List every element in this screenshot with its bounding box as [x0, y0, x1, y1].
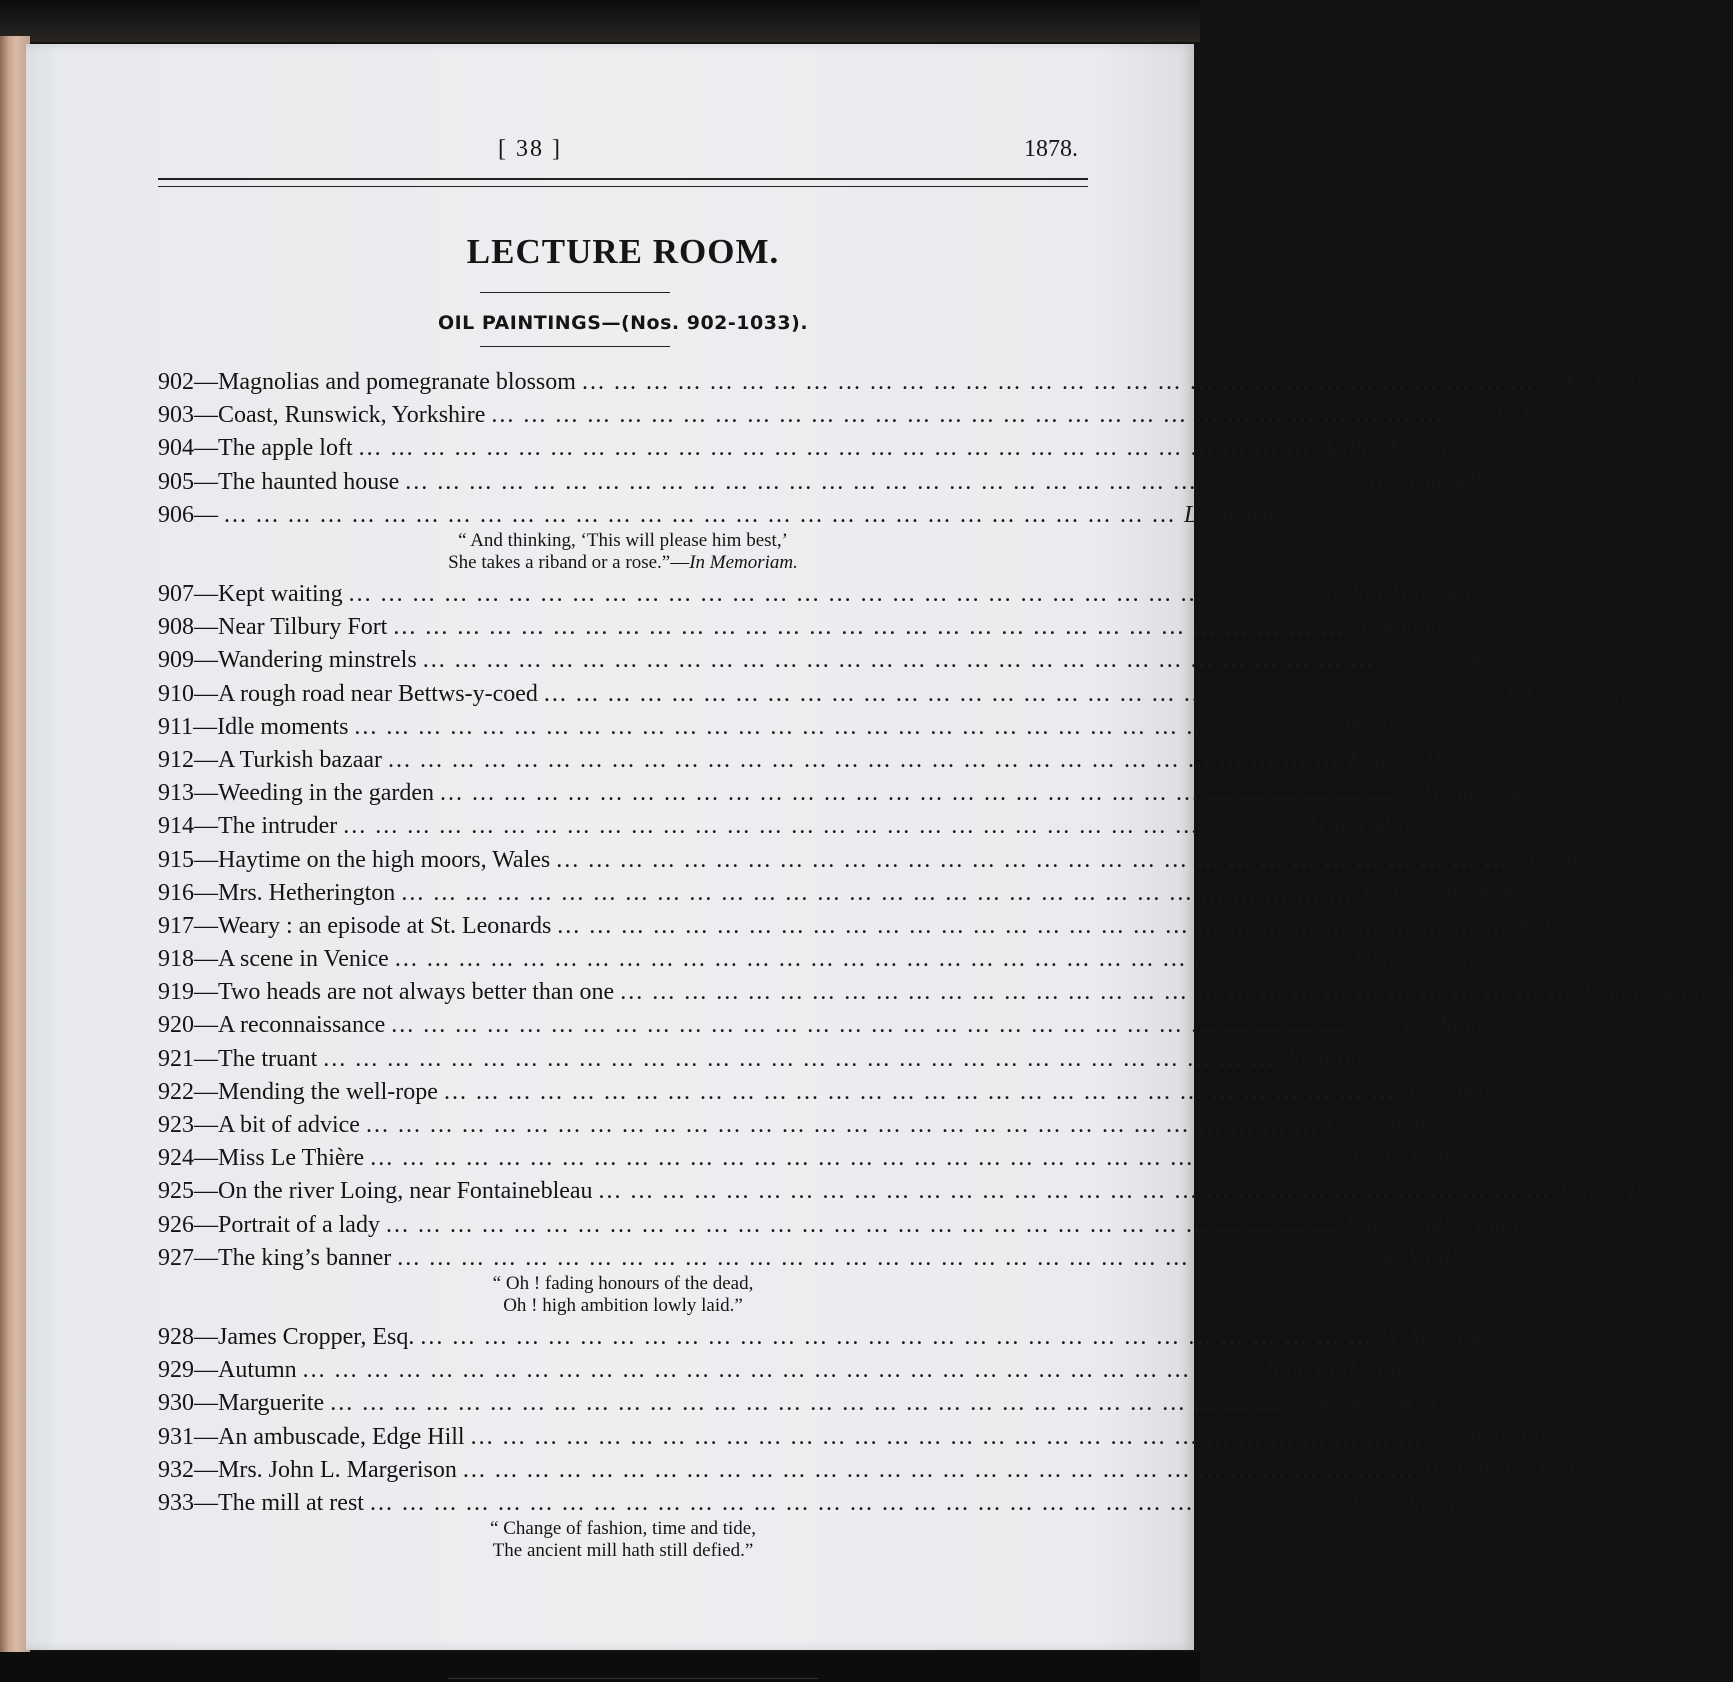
artist-name: Jos. Clark [1382, 647, 1482, 674]
entry-title: Idle moments [217, 713, 349, 740]
list-item [158, 1076, 1509, 1109]
entry-number: 910— [158, 680, 218, 707]
leader-dots: ... ... ... ... ... ... ... ... ... ... ... ... ... ... ... ... ... ... ... ... ... ... ... ... ... ... ... ... ... ... [543, 680, 1496, 707]
list-item [158, 399, 1612, 432]
entry-number: 909— [158, 647, 218, 674]
entry-title: The apple loft [218, 435, 353, 462]
title-rule [480, 292, 670, 293]
entry-artist [1372, 1324, 1539, 1351]
artist-name: John Burr [1283, 1045, 1382, 1072]
entry-title: Wandering minstrels [218, 647, 417, 674]
leader-dots: ... ... ... ... ... ... ... ... ... ... ... ... ... ... ... ... ... ... ... ... ... ... ... ... ... ... ... ... ... ... [385, 1211, 1338, 1238]
quote-source: In Memoriam. [689, 551, 798, 573]
list-item [158, 611, 1443, 644]
leader-dots: ... ... ... ... ... ... ... ... ... ... ... ... ... ... ... ... ... ... ... ... ... ... ... ... ... ... ... ... ... ... [440, 780, 1392, 807]
list-item [158, 1487, 1467, 1520]
artist-name: Geo. F. Munn [1351, 1012, 1483, 1039]
artist-name: D. Bates [1516, 846, 1599, 873]
artist-name: Julia B. Folkard [1330, 1145, 1488, 1172]
artist-name: J. C. Waite [1403, 1078, 1509, 1105]
list-item [158, 877, 1522, 910]
running-header [158, 120, 1088, 170]
entry-title: The intruder [218, 813, 338, 840]
leader-dots: ... ... ... ... ... ... ... ... ... ... ... ... ... ... ... ... ... ... ... ... ... ... ... ... ... ... ... ... ... ... [348, 581, 1301, 608]
list-item [158, 1321, 1540, 1354]
artist-name: Seymour Lucas [1430, 1423, 1578, 1450]
entry-title: The truant [218, 1045, 318, 1072]
list-item [158, 644, 1482, 677]
leader-dots: ... ... ... ... ... ... ... ... ... ... ... ... ... ... ... ... ... ... ... ... ... ... ... ... ... ... ... ... ... ... [405, 468, 1358, 495]
page-number: [ 38 ] [498, 136, 562, 162]
quote-line: “ Oh ! fading honours of the dead, [492, 1272, 754, 1294]
entry-number: 925— [158, 1178, 218, 1205]
list-item [158, 910, 1640, 943]
entry-number: 932— [158, 1456, 218, 1483]
entry-number: 907— [158, 581, 218, 608]
list-item [158, 1175, 1694, 1208]
entry-number: 933— [158, 1489, 218, 1516]
artist-name: A. Elmore, [1290, 1390, 1393, 1417]
entry-title: Weary : an episode at St. Leonards [218, 912, 552, 939]
entry-number: 903— [158, 402, 218, 429]
quotation [158, 1273, 1088, 1317]
artist-name: Jas. B. Birkmyer [1451, 402, 1612, 429]
entry-artist [1392, 780, 1528, 807]
list-item [158, 499, 1283, 532]
artist-name: L. Mearns [1184, 501, 1283, 528]
list-item [158, 1354, 1417, 1387]
entry-title: Mending the well-rope [218, 1078, 438, 1105]
entry-number: 902— [158, 369, 218, 396]
entry-title: Mrs. Hetherington [218, 879, 396, 906]
catalogue-list [158, 366, 1733, 1566]
entry-title: Autumn [218, 1357, 297, 1384]
leader-dots: ... ... ... ... ... ... ... ... ... ... ... ... ... ... ... ... ... ... ... ... ... ... ... ... ... ... ... ... ... ... [388, 746, 1340, 773]
entry-number: 904— [158, 435, 218, 462]
entry-artist [1176, 502, 1283, 529]
artist-name: John Fulleylove [1262, 1357, 1417, 1384]
entry-number: 924— [158, 1145, 218, 1172]
leader-dots: ... ... ... ... ... ... ... ... ... ... ... ... ... ... ... ... ... ... ... ... ... ... ... ... ... ... ... ... ... ... [330, 1390, 1283, 1417]
quotation [158, 1518, 1088, 1562]
entry-number: 912— [158, 746, 218, 773]
entry-artist [1508, 847, 1599, 874]
leader-dots: ... ... ... ... ... ... ... ... ... ... ... ... ... ... ... ... ... ... ... ... ... ... ... ... ... ... ... ... ... ... [491, 402, 1444, 429]
entry-title: On the river Loing, near Fontainebleau [218, 1178, 593, 1205]
entry-title: James Cropper, Esq. [218, 1323, 415, 1350]
entry-title: A bit of advice [218, 1112, 360, 1139]
entry-title: Miss Le Thière [218, 1145, 365, 1172]
entry-number: 928— [158, 1323, 218, 1350]
list-item [158, 1009, 1483, 1042]
entry-number: 921— [158, 1045, 218, 1072]
entry-artist [1572, 979, 1733, 1006]
entry-artist [1353, 880, 1521, 907]
entry-number: 918— [158, 946, 218, 973]
entry-number: 916— [158, 879, 218, 906]
scan-top-edge [0, 0, 1200, 42]
list-item [158, 1142, 1488, 1175]
list-item [158, 1043, 1382, 1076]
entry-artist [1255, 1357, 1417, 1384]
leader-dots: ... ... ... ... ... ... ... ... ... ... ... ... ... ... ... ... ... ... ... ... ... ... ... ... ... ... ... ... ... ... [620, 979, 1573, 1006]
list-item [158, 1387, 1444, 1420]
artist-name: S. E. Waller [1357, 1244, 1472, 1271]
leader-dots: ... ... ... ... ... ... ... ... ... ... ... ... ... ... ... ... ... ... ... ... ... ... ... ... ... ... ... ... ... ... [370, 1145, 1323, 1172]
artist-name: N. Chevalier [1517, 912, 1640, 939]
leader-dots: ... ... ... ... ... ... ... ... ... ... ... ... ... ... ... ... ... ... ... ... ... ... ... ... ... ... ... ... ... ... [323, 1045, 1276, 1072]
quotation [158, 530, 1088, 574]
entry-title: Haytime on the high moors, Wales [218, 846, 551, 873]
entry-number: 908— [158, 614, 218, 641]
entry-number: 915— [158, 846, 218, 873]
entry-title: The haunted house [218, 468, 400, 495]
artist-name: W. W. Ouless, [1380, 1323, 1512, 1350]
entry-number: 922— [158, 1078, 218, 1105]
artist-name: Geo. Smith [1325, 1112, 1433, 1139]
leader-dots: ... ... ... ... ... ... ... ... ... ... ... ... ... ... ... ... ... ... ... ... ... ... ... ... ... ... ... ... ... ... [598, 1178, 1551, 1205]
leader-dots: ... ... ... ... ... ... ... ... ... ... ... ... ... ... ... ... ... ... ... ... ... ... ... ... ... ... ... ... ... ... [401, 879, 1354, 906]
list-item [158, 711, 1405, 744]
list-item [158, 976, 1733, 1009]
entry-artist [1345, 614, 1442, 641]
entry-artist [1443, 402, 1611, 429]
artist-name: A. Ragon [1353, 614, 1443, 641]
page-title: LECTURE ROOM. [466, 232, 780, 271]
year-label: 1878. [1024, 136, 1078, 162]
leader-dots: ... ... ... ... ... ... ... ... ... ... ... ... ... ... ... ... ... ... ... ... ... ... ... ... ... ... ... ... ... ... [302, 1357, 1255, 1384]
leader-dots: ... ... ... ... ... ... ... ... ... ... ... ... ... ... ... ... ... ... ... ... ... ... ... ... ... ... ... ... ... ... [343, 813, 1296, 840]
entry-title: A scene in Venice [218, 946, 389, 973]
leader-dots: ... ... ... ... ... ... ... ... ... ... ... ... ... ... ... ... ... ... ... ... ... ... ... ... ... ... ... ... ... ... [462, 1456, 1415, 1483]
entry-title: Marguerite [218, 1390, 325, 1417]
subtitle-rule [480, 346, 670, 347]
entry-artist [1551, 1178, 1694, 1205]
quote-line: Oh ! high ambition lowly laid.” [503, 1294, 743, 1316]
entry-number: 906— [158, 501, 218, 528]
entry-artist [1322, 1490, 1467, 1517]
entry-artist [1423, 1424, 1578, 1451]
entry-number: 914— [158, 813, 218, 840]
list-item [158, 432, 1469, 465]
entry-artist [1396, 1079, 1508, 1106]
entry-number: 930— [158, 1390, 218, 1417]
leader-dots: ... ... ... ... ... ... ... ... ... ... ... ... ... ... ... ... ... ... ... ... ... ... ... ... ... ... ... ... ... ... [557, 912, 1510, 939]
entry-artist [1349, 1245, 1471, 1272]
entry-artist [1338, 1212, 1519, 1239]
leader-dots: ... ... ... ... ... ... ... ... ... ... ... ... ... ... ... ... ... ... ... ... ... ... ... ... ... ... ... ... ... ... [224, 501, 1176, 528]
entry-title: Magnolias and pomegranate blossom [218, 369, 576, 396]
entry-artist [1275, 1046, 1381, 1073]
entry-number: 905— [158, 468, 218, 495]
entry-number: 923— [158, 1112, 218, 1139]
entry-title: A Turkish bazaar [218, 746, 382, 773]
entry-artist [1375, 647, 1482, 674]
entry-artist [1347, 946, 1484, 973]
list-item [158, 744, 1474, 777]
list-item [158, 1109, 1433, 1142]
entry-artist [1509, 913, 1640, 940]
entry-title: A reconnaissance [218, 1012, 386, 1039]
entry-title: The king’s banner [218, 1244, 392, 1271]
entry-artist [1415, 1457, 1584, 1484]
page-content [158, 120, 1733, 1561]
artist-name: H. T. Wells, [1422, 1456, 1533, 1483]
list-item [158, 1209, 1519, 1242]
entry-title: Near Tilbury Fort [218, 614, 388, 641]
entry-title: Two heads are not always better than one [218, 979, 615, 1006]
entry-number: 927— [158, 1244, 218, 1271]
leader-dots: ... ... ... ... ... ... ... ... ... ... ... ... ... ... ... ... ... ... ... ... ... ... ... ... ... ... ... ... ... ... [443, 1078, 1396, 1105]
entry-title: A rough road near Bettws-y-coed [218, 680, 538, 707]
artist-name: J. C. Salmon [1503, 680, 1627, 707]
list-item [158, 1242, 1472, 1275]
list-item [158, 1454, 1585, 1487]
artist-name: Tristram Ellis [1365, 468, 1498, 495]
entry-title: Kept waiting [218, 581, 343, 608]
entry-number: 913— [158, 780, 218, 807]
artist-name: Arthur Hopkins [1318, 435, 1469, 462]
list-item [158, 777, 1528, 810]
header-rule [158, 178, 1088, 187]
list-item [158, 678, 1627, 711]
list-item [158, 943, 1484, 976]
leader-dots: ... ... ... ... ... ... ... ... ... ... ... ... ... ... ... ... ... ... ... ... ... ... ... ... ... ... ... ... ... ... [391, 1012, 1344, 1039]
entry-number: 931— [158, 1423, 218, 1450]
footer-rule [448, 1678, 818, 1679]
list-item [158, 466, 1498, 499]
entry-artist [1301, 581, 1477, 608]
entry-title: Mrs. John L. Margerison [218, 1456, 457, 1483]
entry-title: The mill at rest [218, 1489, 364, 1516]
quote-line: “ And thinking, ‘This will please him best,’ [458, 529, 788, 551]
list-item [158, 843, 1599, 876]
entry-artist [1340, 747, 1474, 774]
entry-title: Coast, Runswick, Yorkshire [218, 402, 486, 429]
artist-name: J. Henderson [1400, 780, 1528, 807]
artist-name: W. P. Frith, [1361, 879, 1471, 906]
list-item [158, 1420, 1578, 1453]
list-item [158, 810, 1411, 843]
section-subtitle: OIL PAINTINGS—(Nos. 902-1033). [437, 312, 809, 334]
quote-line: “ Change of fashion, time and tide, [490, 1518, 756, 1539]
entry-artist [1282, 1390, 1444, 1417]
leader-dots: ... ... ... ... ... ... ... ... ... ... ... ... ... ... ... ... ... ... ... ... ... ... ... ... ... ... ... ... ... ... [556, 846, 1509, 873]
entry-number: 926— [158, 1211, 218, 1238]
list-item [158, 578, 1477, 611]
artist-honour: R.A. [1392, 1390, 1444, 1417]
leader-dots: ... ... ... ... ... ... ... ... ... ... ... ... ... ... ... ... ... ... ... ... ... ... ... ... ... ... ... ... ... ... [358, 435, 1311, 462]
entry-number: 920— [158, 1012, 218, 1039]
artist-honour: R.A. [1470, 879, 1522, 906]
quote-line: The ancient mill hath still defied.” [492, 1540, 754, 1561]
artist-honour: A. [1511, 1323, 1540, 1350]
entry-artist [1311, 435, 1469, 462]
leader-dots: ... ... ... ... ... ... ... ... ... ... ... ... ... ... ... ... ... ... ... ... ... ... ... ... ... ... ... ... ... ... [470, 1423, 1423, 1450]
leader-dots: ... ... ... ... ... ... ... ... ... ... ... ... ... ... ... ... ... ... ... ... ... ... ... ... ... ... ... ... ... ... [369, 1489, 1322, 1516]
list-item [158, 366, 1670, 399]
entry-title: Portrait of a lady [218, 1211, 380, 1238]
artist-name: Fanny Sutherland [1345, 1211, 1519, 1238]
leader-dots: ... ... ... ... ... ... ... ... ... ... ... ... ... ... ... ... ... ... ... ... ... ... ... ... ... ... ... ... ... ... [420, 1323, 1373, 1350]
entry-artist [1318, 1112, 1433, 1139]
entry-number: 911— [158, 713, 218, 740]
artist-name: John S. Rawle [1329, 1489, 1467, 1516]
artist-name: Gordon Thomson [1308, 581, 1477, 608]
artist-name: Ernest Parton [1558, 1178, 1694, 1205]
entry-artist [1295, 813, 1410, 840]
entry-title: An ambuscade, Edge Hill [218, 1423, 465, 1450]
entry-artist [1322, 1145, 1487, 1172]
entry-number: 917— [158, 912, 218, 939]
leader-dots: ... ... ... ... ... ... ... ... ... ... ... ... ... ... ... ... ... ... ... ... ... ... ... ... ... ... ... ... ... ... [581, 369, 1534, 396]
artist-name: John P. Stafford [1580, 979, 1733, 1006]
artist-name: Eugène Pavy [1348, 746, 1474, 773]
entry-artist [1357, 469, 1498, 496]
leader-dots: ... ... ... ... ... ... ... ... ... ... ... ... ... ... ... ... ... ... ... ... ... ... ... ... ... ... ... ... ... ... [354, 713, 1307, 740]
artist-honour: R.A. [1532, 1456, 1585, 1483]
artist-name: J. H. Bradley [1541, 369, 1670, 396]
entry-title: Weeding in the garden [218, 780, 434, 807]
quote-line: She takes a riband or a rose.”—In Memoriam. [448, 551, 798, 573]
leader-dots: ... ... ... ... ... ... ... ... ... ... ... ... ... ... ... ... ... ... ... ... ... ... ... ... ... ... ... ... ... ... [422, 647, 1375, 674]
artist-name: G. Hardy [1314, 713, 1405, 740]
leader-dots: ... ... ... ... ... ... ... ... ... ... ... ... ... ... ... ... ... ... ... ... ... ... ... ... ... ... ... ... ... ... [365, 1112, 1318, 1139]
entry-artist [1496, 681, 1627, 708]
artist-name: Henry Woods [1354, 946, 1484, 973]
entry-number: 929— [158, 1357, 218, 1384]
leader-dots: ... ... ... ... ... ... ... ... ... ... ... ... ... ... ... ... ... ... ... ... ... ... ... ... ... ... ... ... ... ... [394, 946, 1347, 973]
leader-dots: ... ... ... ... ... ... ... ... ... ... ... ... ... ... ... ... ... ... ... ... ... ... ... ... ... ... ... ... ... ... [393, 614, 1346, 641]
entry-artist [1343, 1012, 1483, 1039]
entry-artist [1534, 369, 1670, 396]
leader-dots: ... ... ... ... ... ... ... ... ... ... ... ... ... ... ... ... ... ... ... ... ... ... ... ... ... ... ... ... ... ... [397, 1244, 1350, 1271]
entry-number: 919— [158, 979, 218, 1006]
artist-name: Arthur Hill [1303, 813, 1411, 840]
entry-artist [1306, 714, 1404, 741]
